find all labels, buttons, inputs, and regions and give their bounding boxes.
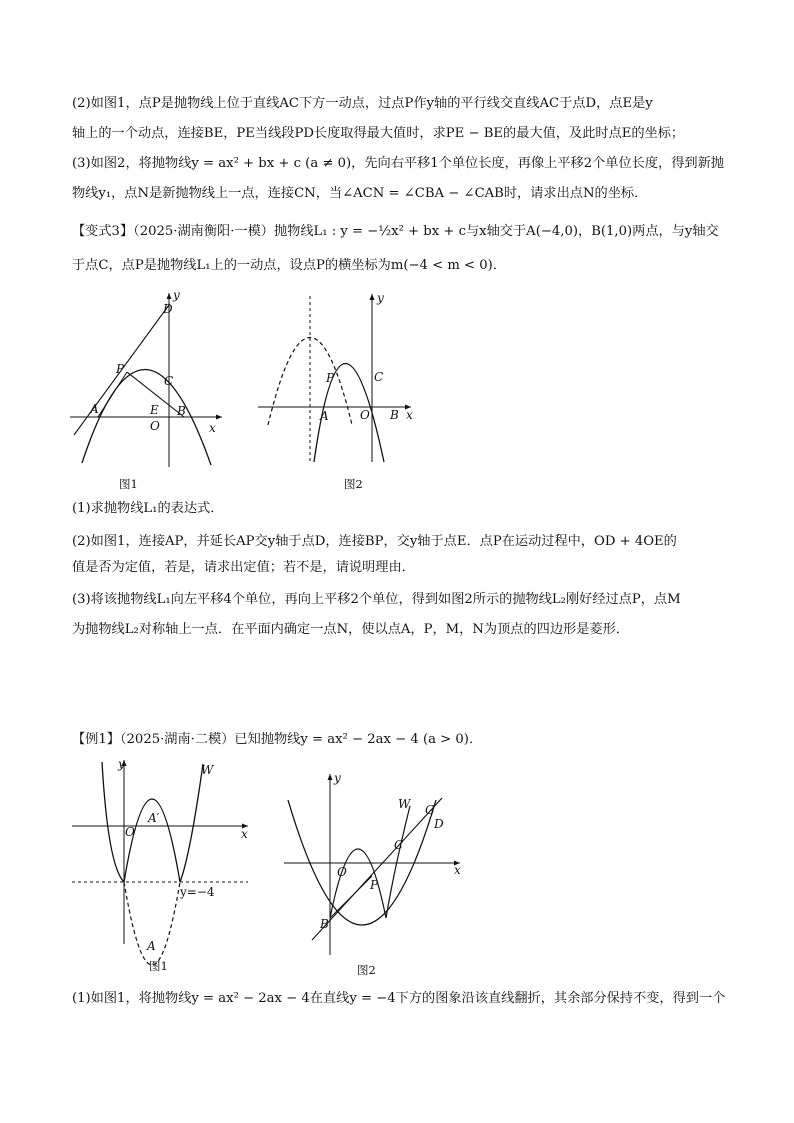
figure-a2 [254,290,424,470]
text-line: 【变式3】（2025·湖南衡阳·一模）抛物线L₁ : y = −½x² + bx + c与x轴交于A(−4,0)，B(1,0)两点，与y轴交 [72,224,719,239]
fig-label-A-prime: A′ [148,811,160,825]
fig-label-W: W [201,763,214,777]
fig-label-O: O [150,419,160,433]
fig-label-A: A [90,402,99,416]
fig-label-P: P [326,371,335,385]
fig-label-A: A [147,939,156,953]
fig-label-O: O [125,825,135,839]
fig-label-C: C [164,374,174,388]
fig-label-y: y [377,291,384,305]
fig-label-W: W [398,797,411,811]
fig-label-x: x [209,421,216,435]
figure-caption: 图1 [149,959,168,973]
text-line: (1)求抛物线L₁的表达式． [72,501,224,516]
fig-label-P: P [370,878,379,892]
fig-label-y: y [173,288,180,302]
fig-label-A: A [320,409,329,423]
fig-label-B: B [177,404,186,418]
text-line: 值是否为定值，若是，请求出定值；若不是，请说明理由． [72,560,415,575]
text-line: 物线y₁，点N是新抛物线上一点，连接CN，当∠ACN = ∠CBA − ∠CAB时，请求出点N的坐标． [72,186,648,201]
text-line: (3)如图2，将抛物线y = ax² + bx + c (a ≠ 0)，先向右平移1个单位长度，再像上平移2个单位长度，得到新抛 [72,156,724,171]
fig-label-x: x [454,863,461,877]
fig-label-x: x [241,827,248,841]
fig-label-B: B [320,917,329,931]
fig-label-E: E [150,403,159,417]
text-line: (3)将该抛物线L₁向左平移4个单位，再向上平移2个单位，得到如图2所示的抛物线L₂刚好经过点P，点M [72,592,681,607]
text-line: 【例1】（2025·湖南·二模）已知抛物线y = ax² − 2ax − 4 (a > 0)． [72,732,483,747]
text-line: (1)如图1，将抛物线y = ax² − 2ax − 4在直线y = −4下方的图象沿该直线翻折，其余部分保持不变，得到一个 [72,991,726,1006]
text-line: (2)如图1，连接AP，并延长AP交y轴于点D，连接BP，交y轴于点E．点P在运动过程中，OD + 4OE的 [72,534,677,549]
fig-label-D: D [434,817,444,831]
figure-caption: 图1 [119,477,138,491]
figure-a1 [64,285,234,475]
fig-label-C: C [374,370,384,384]
fig-label-B: B [390,408,399,422]
fig-label-G: G [425,803,435,817]
fig-label-x: x [406,408,413,422]
figure-b1 [68,756,258,951]
text-line: 于点C，点P是抛物线L₁上的一动点，设点P的横坐标为m(−4 < m < 0)． [72,258,507,273]
fig-label-P: P [116,362,125,376]
figure-caption: 图2 [344,477,363,491]
fig-label-O: O [360,408,370,422]
fig-label-y: y [118,757,125,771]
fig-label-C: C [394,838,404,852]
fig-label-O: O [337,865,347,879]
figure-b2 [282,770,467,960]
figure-caption: 图2 [357,963,376,977]
fig-label-y: y [334,771,341,785]
fig-label-line: y=−4 [180,885,215,899]
text-line: (2)如图1，点P是抛物线上位于直线AC下方一动点，过点P作y轴的平行线交直线AC于点D，点E是y [72,96,653,111]
text-line: 为抛物线L₂对称轴上一点．在平面内确定一点N，使以点A，P，M，N为顶点的四边形是菱形． [72,622,629,637]
text-line: 轴上的一个动点，连接BE，PE当线段PD长度取得最大值时，求PE − BE的最大值，及此时点E的坐标； [72,126,685,141]
fig-label-D: D [163,302,173,316]
